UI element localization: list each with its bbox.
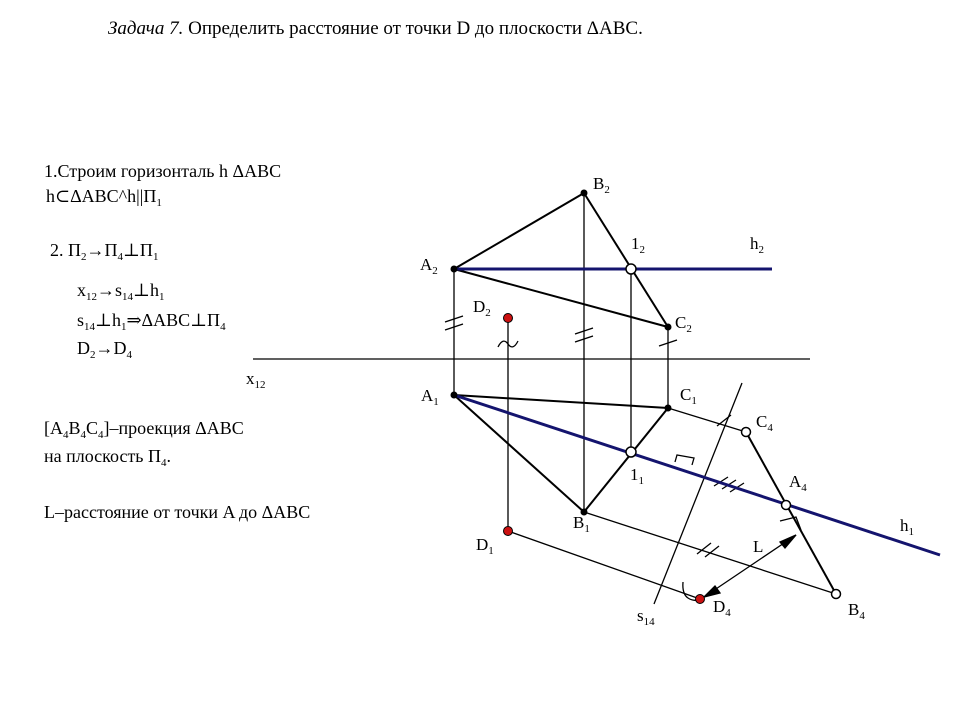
label-c1: $C_1$ (680, 385, 697, 407)
label-h1: $h_1$ (900, 516, 914, 538)
point-d2 (504, 314, 513, 323)
point-a2 (451, 266, 458, 273)
step-2-text: 2. $\Pi_2\to\Pi_4\perp\Pi_1$ (50, 240, 159, 263)
label-d1: $D_1$ (476, 535, 494, 557)
point-a1 (451, 392, 458, 399)
point-b2 (581, 190, 588, 197)
label-c4: $C_4$ (756, 412, 773, 434)
step-1-text: 1.Строим горизонталь h ΔABC (44, 161, 282, 181)
step-2-point: $D_2\to D_4$ (77, 338, 132, 361)
step-1-condition: $h\subset\Delta ABC\^{}h||\Pi_1$ (46, 186, 162, 209)
projection-plane-text: на плоскость $\Pi_4$. (44, 446, 172, 469)
point-c4 (742, 428, 751, 437)
point-11 (626, 447, 636, 457)
step-2-axis: $x_{12}\to s_{14}\perp h_1$ (77, 280, 165, 303)
label-l: L (753, 537, 764, 556)
point-b4 (832, 590, 841, 599)
label-h2: $h_2$ (750, 234, 764, 256)
label-a2: $A_2$ (420, 255, 438, 277)
horizontal-h1 (454, 395, 940, 555)
label-one-2: $1_2$ (631, 234, 645, 256)
label-b4: $B_4$ (848, 600, 865, 622)
label-x12: $x_{12}$ (246, 369, 266, 391)
point-12 (626, 264, 636, 274)
label-a1: $A_1$ (421, 386, 439, 408)
point-a4 (782, 501, 791, 510)
proj-d1-d4 (508, 531, 700, 599)
label-d4: $D_4$ (713, 597, 731, 619)
step-2-implication: $s_{14}\perp h_1\Rightarrow\Delta ABC\perp\Pi_4$ (77, 310, 226, 333)
point-d1 (504, 527, 513, 536)
label-s14: $s_{14}$ (637, 606, 655, 628)
label-b1: $B_1$ (573, 513, 590, 535)
projection-text: $[A_4B_4C_4]$–проекция ΔABC (44, 418, 244, 441)
label-a4: $A_4$ (789, 472, 807, 494)
label-d2: $D_2$ (473, 297, 491, 319)
proj-c1-c4 (668, 408, 746, 432)
edge-a2-b2 (454, 193, 584, 269)
edge-a1-b1 (454, 395, 584, 512)
task-number: Задача 7. (108, 18, 184, 39)
distance-text: L–расстояние от точки A до ΔABC (44, 502, 311, 522)
label-b2: $B_2$ (593, 174, 610, 196)
task-statement: Определить расстояние от точки D до плоскости ΔABC. (183, 18, 643, 39)
point-c2 (665, 324, 672, 331)
label-c2: $C_2$ (675, 313, 692, 335)
point-c1 (665, 405, 672, 412)
label-one-1: $1_1$ (630, 465, 644, 487)
point-d4 (696, 595, 705, 604)
